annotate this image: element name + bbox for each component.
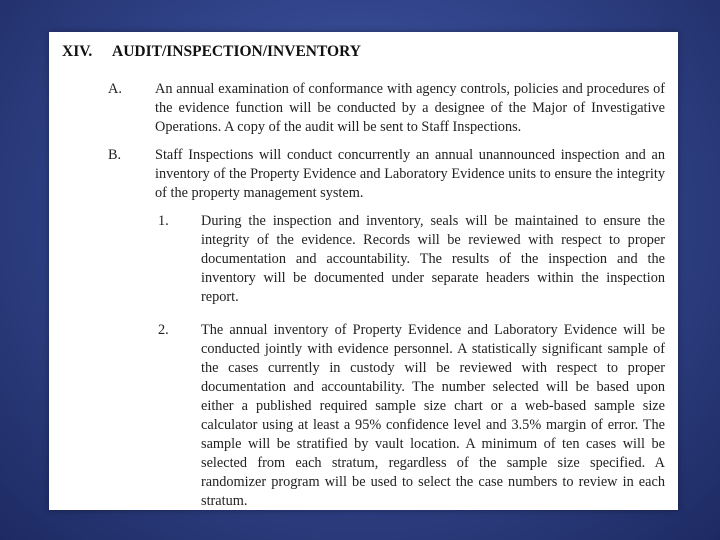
section-title: AUDIT/INSPECTION/INVENTORY (112, 43, 361, 60)
item-marker: A. (108, 81, 122, 97)
section-heading (62, 43, 361, 61)
item-text: An annual examination of conformance with agency controls, policies and procedures of the evidence function will be conducted by a designee of the Major of Investigative Operations. A copy of the audit will be sent to Staff Inspections. (155, 81, 665, 135)
item-marker: B. (108, 147, 122, 163)
item-marker: 2. (158, 322, 169, 338)
section-number: XIV. (62, 43, 93, 60)
item-marker: 1. (158, 213, 169, 229)
item-text: Staff Inspections will conduct concurrently an annual unannounced inspection and an inventory of the Property Evidence and Laboratory Evidence units to ensure the integrity of the property management system. (155, 147, 665, 201)
document-page (49, 32, 678, 510)
item-text: The annual inventory of Property Evidence and Laboratory Evidence will be conducted jointly with evidence personnel. A statistically significant sample of the cases currently in custody will be reviewed with respect to proper documentation and accountability. The number selected will be based upon either a published required sample size chart or a web-based sample size calculator using at least a 95% confidence level and 3.5% margin of error. The sample will be stratified by vault location. A minimum of ten cases will be selected from each stratum, regardless of the sample size specified. A randomizer program will be used to select the case numbers to review in each stratum. (201, 322, 665, 509)
item-text: During the inspection and inventory, seals will be maintained to ensure the integrity of the evidence. Records will be reviewed with respect to proper documentation and accountability. The results of the inspection and the inventory will be documented under separate headers within the inspection report. (201, 213, 665, 305)
